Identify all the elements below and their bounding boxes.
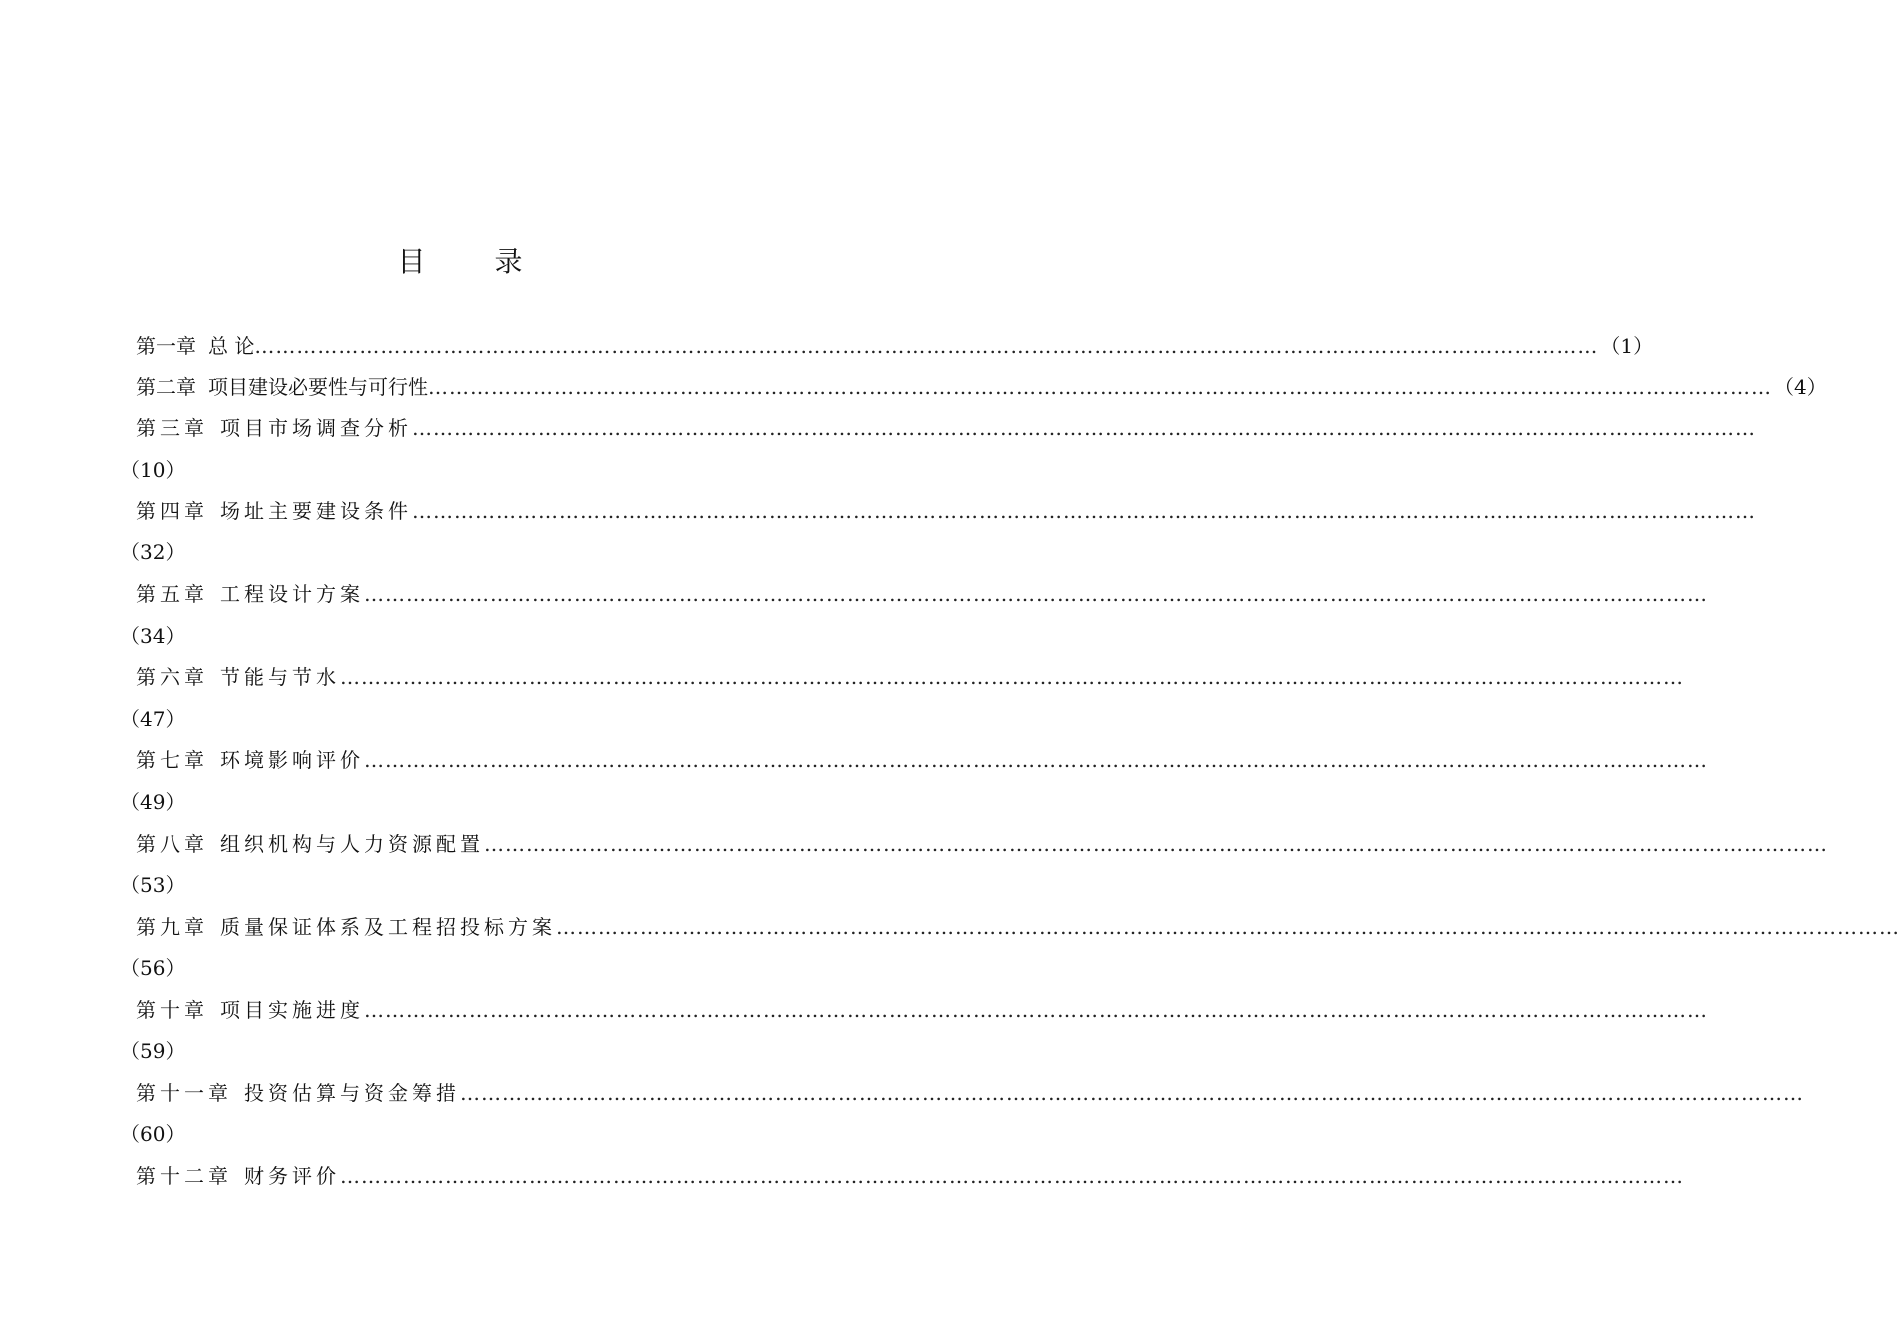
toc-entry-11[interactable] [136,1075,1804,1111]
toc-entry-7[interactable] [136,742,1708,778]
toc-chapter-title: 项目市场调查分析 [220,416,412,440]
toc-entry-12[interactable] [136,1158,1684,1194]
toc-leader-dots: ………………………………………………………………………………………………………………………………………………………………………… [412,499,1756,523]
page-title: 目 录 [397,245,553,278]
toc-leader-dots: ………………………………………………………………………………………………………………………………………………………………………… [364,998,1708,1022]
toc-chapter-number: 第十二章 [136,1164,232,1188]
toc-chapter-number: 第二章 [136,375,196,399]
toc-entry-2[interactable] [136,369,1827,405]
toc-page-number: （59） [120,1039,186,1063]
toc-leader-dots: ………………………………………………………………………………………………………………………………………………………………………… [364,748,1708,772]
toc-entry-8[interactable] [136,826,1828,862]
toc-chapter-title: 总 论 [208,334,255,358]
toc-page-number: （56） [120,956,186,980]
toc-chapter-title: 质量保证体系及工程招投标方案 [220,915,556,939]
toc-chapter-number: 第一章 [136,334,196,358]
toc-page-number: （49） [120,790,186,814]
toc-entry-10[interactable] [136,992,1708,1028]
toc-chapter-title: 环境影响评价 [220,748,364,772]
toc-entry-6[interactable] [136,659,1684,695]
toc-leader-dots: ………………………………………………………………………………………………………………………………………………………………………… [484,832,1828,856]
toc-chapter-number: 第五章 [136,582,208,606]
toc-leader-dots: ………………………………………………………………………………………………………………………………………………………………………… [460,1081,1804,1105]
toc-leader-dots: ………………………………………………………………………………………………………………………………………………………………………… [556,915,1900,939]
toc-chapter-number: 第十章 [136,998,208,1022]
toc-chapter-number: 第十一章 [136,1081,232,1105]
toc-page-number: （10） [120,458,186,482]
toc-chapter-number: 第九章 [136,915,208,939]
toc-leader-dots: ………………………………………………………………………………………………………………………………………………………………………… [340,1164,1684,1188]
toc-chapter-title: 节能与节水 [220,665,340,689]
toc-chapter-title: 项目实施进度 [220,998,364,1022]
toc-entry-1[interactable] [136,328,1654,364]
toc-page-number: （1） [1600,334,1654,358]
toc-chapter-number: 第六章 [136,665,208,689]
toc-leader-dots: ………………………………………………………………………………………………………………………………………………………………………… [412,416,1756,440]
toc-chapter-title: 投资估算与资金筹措 [244,1081,460,1105]
toc-chapter-number: 第八章 [136,832,208,856]
toc-entry-4[interactable] [136,493,1756,529]
toc-entry-9[interactable] [136,909,1900,945]
toc-chapter-number: 第七章 [136,748,208,772]
toc-chapter-number: 第四章 [136,499,208,523]
toc-leader-dots: ………………………………………………………………………………………………………………………………………………………………………… [340,665,1684,689]
toc-page-number: （32） [120,540,186,564]
toc-chapter-title: 项目建设必要性与可行性 [208,375,428,399]
toc-chapter-title: 组织机构与人力资源配置 [220,832,484,856]
toc-page-number: （34） [120,624,186,648]
toc-page-number: （4） [1774,375,1827,399]
toc-chapter-number: 第三章 [136,416,208,440]
toc-entry-5[interactable] [136,576,1708,612]
toc-page-number: （53） [120,873,186,897]
toc-page-number: （60） [120,1122,186,1146]
toc-leader-dots: ………………………………………………………………………………………………………………………………………………………………………… [428,375,1772,399]
toc-chapter-title: 工程设计方案 [220,582,364,606]
toc-chapter-title: 财务评价 [244,1164,340,1188]
toc-chapter-title: 场址主要建设条件 [220,499,412,523]
toc-leader-dots: ………………………………………………………………………………………………………………………………………………………………………… [364,582,1708,606]
toc-entry-3[interactable] [136,410,1756,446]
toc-leader-dots: ………………………………………………………………………………………………………………………………………………………………………… [254,334,1599,358]
toc-page-number: （47） [120,707,186,731]
